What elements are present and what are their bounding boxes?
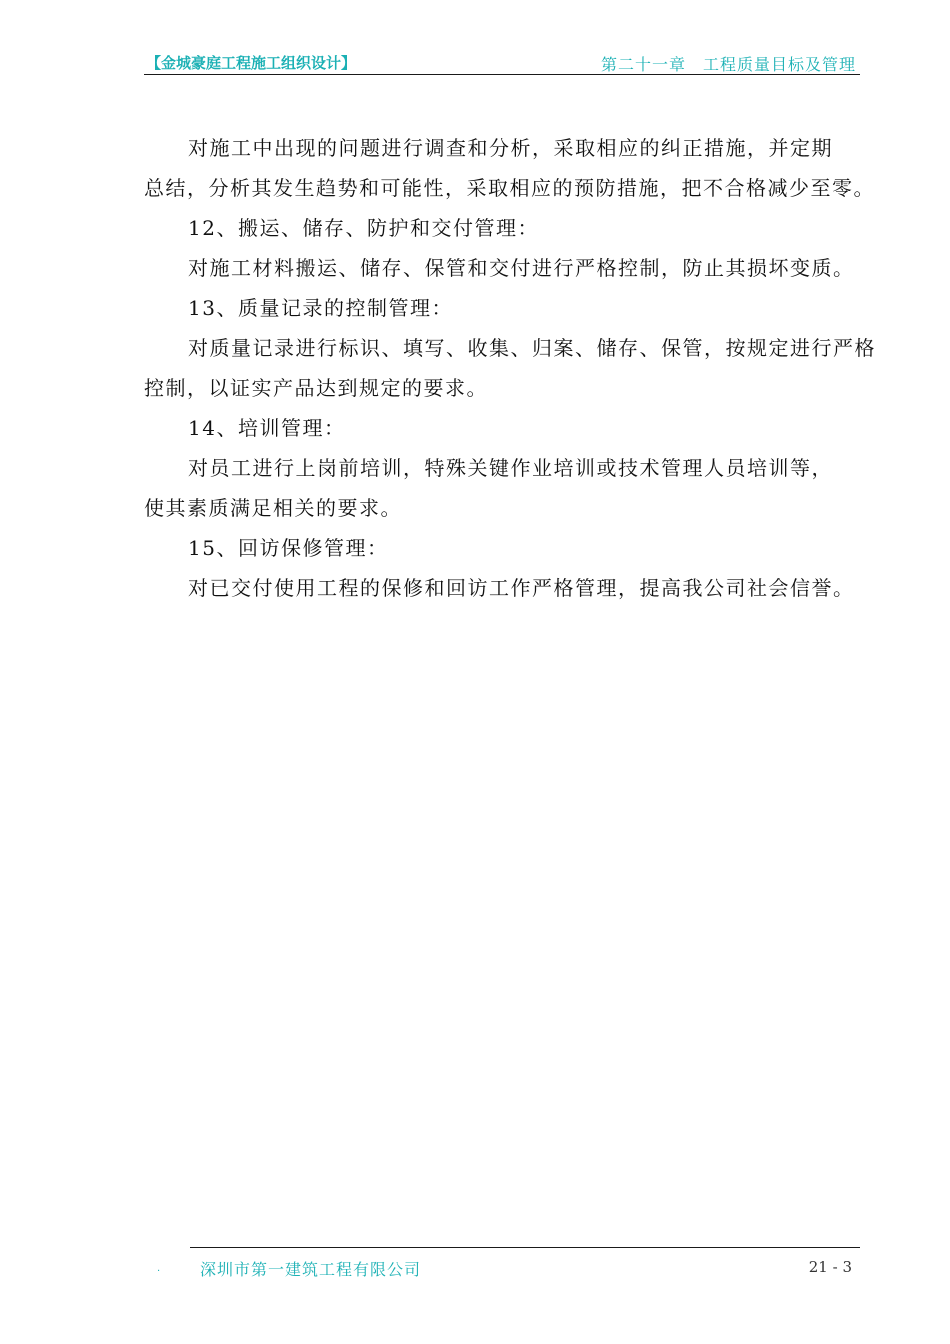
footer-dot: · [157,1266,161,1277]
paragraph-line: 对已交付使用工程的保修和回访工作严格管理，提高我公司社会信誉。 [188,576,855,600]
paragraph-line: 使其素质满足相关的要求。 [144,496,402,520]
paragraph-line: 对员工进行上岗前培训，特殊关键作业培训或技术管理人员培训等， [188,456,833,480]
page-body [144,128,876,608]
company-name: 深圳市第一建筑工程有限公司 [200,1260,422,1279]
paragraph-line: 对施工材料搬运、储存、保管和交付进行严格控制，防止其损坏变质。 [188,256,855,280]
page-number: 21 - 3 [808,1258,852,1276]
chapter-title: 第二十一章 工程质量目标及管理 [600,55,856,74]
section-heading-12: 12、搬运、储存、防护和交付管理： [188,216,539,240]
paragraph-line: 对质量记录进行标识、填写、收集、归案、储存、保管，按规定进行严格 [188,336,876,360]
section-heading-15: 15、回访保修管理： [188,536,389,560]
paragraph-line: 对施工中出现的问题进行调查和分析，采取相应的纠正措施，并定期 [188,136,833,160]
paragraph-line: 控制，以证实产品达到规定的要求。 [144,376,488,400]
section-heading-14: 14、培训管理： [188,416,346,440]
header-divider [144,74,860,75]
footer-divider [190,1247,860,1248]
paragraph-line: 总结，分析其发生趋势和可能性，采取相应的预防措施，把不合格减少至零。 [144,176,875,200]
section-heading-13: 13、质量记录的控制管理： [188,296,453,320]
document-title: 【金城豪庭工程施工组织设计】 [146,54,357,72]
